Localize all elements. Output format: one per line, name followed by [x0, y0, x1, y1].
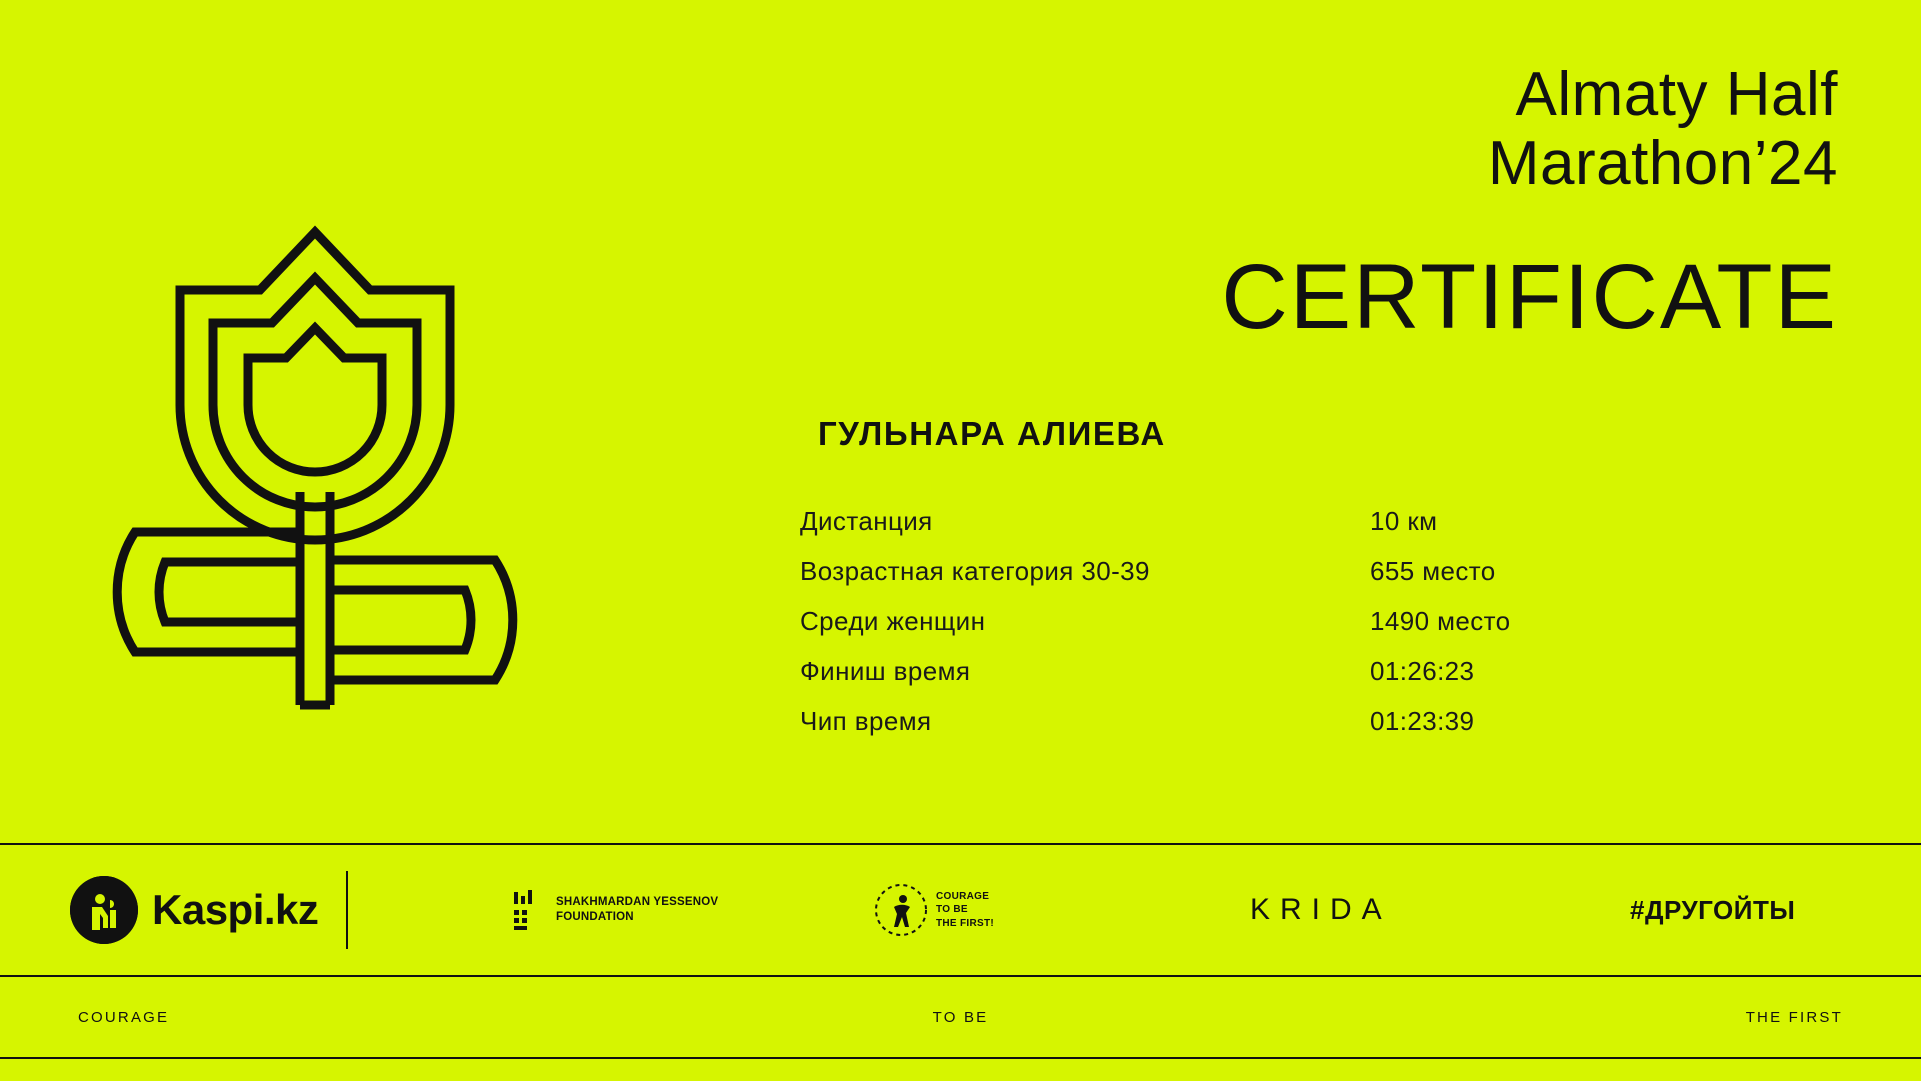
result-label: Чип время	[800, 706, 932, 737]
yessenov-bars-icon	[512, 890, 546, 930]
table-row	[800, 547, 1620, 597]
result-label: Финиш время	[800, 656, 971, 687]
result-value: 01:26:23	[1370, 656, 1475, 687]
corporate-fund-wordmark	[936, 890, 994, 931]
sponsor-drugoity: #ДРУГОЙТЫ	[1630, 894, 1796, 925]
sponsor-kaspi	[70, 871, 420, 949]
table-row	[800, 697, 1620, 747]
event-title	[800, 60, 1860, 199]
kaspi-wordmark: Kaspi.kz	[152, 886, 319, 933]
corporate-fund-badge-icon	[870, 879, 932, 941]
result-value: 10 км	[1370, 506, 1438, 537]
divider-bottom	[0, 1057, 1921, 1059]
table-row	[800, 647, 1620, 697]
result-label: Среди женщин	[800, 606, 986, 637]
table-row	[800, 597, 1620, 647]
sponsor-yessenov	[512, 890, 772, 930]
result-label: Возрастная категория 30-39	[800, 556, 1150, 587]
tulip-emblem-icon	[60, 160, 570, 720]
sponsor-corporate-fund	[870, 879, 1100, 941]
yessenov-line-1: SHAKHMARDAN YESSENOV	[556, 895, 719, 908]
certificate-heading: CERTIFICATE	[1221, 245, 1838, 348]
result-value: 1490 место	[1370, 606, 1511, 637]
slogan-left: COURAGE	[78, 1008, 170, 1026]
result-label: Дистанция	[800, 506, 933, 537]
sponsor-separator	[346, 871, 348, 949]
results-table	[800, 497, 1620, 747]
corporate-fund-line-3: THE FIRST!	[936, 917, 994, 929]
slogan-right: THE FIRST	[1745, 1008, 1843, 1026]
sponsor-strip	[0, 845, 1921, 975]
sponsor-krida: KRIDA	[1250, 893, 1392, 926]
certificate-text-column	[800, 60, 1860, 820]
yessenov-line-2: FOUNDATION	[556, 911, 634, 923]
table-row	[800, 497, 1620, 547]
corporate-fund-line-2: TO BE	[936, 904, 968, 916]
corporate-fund-line-1: COURAGE	[936, 890, 990, 902]
kaspi-figure-icon	[70, 876, 138, 944]
athlete-name: ГУЛЬНАРА АЛИЕВА	[818, 414, 1166, 452]
yessenov-wordmark	[556, 895, 718, 925]
event-title-line-1: Almaty Half	[1515, 60, 1838, 129]
event-title-line-2: Marathon’24	[1487, 129, 1838, 199]
result-value: 01:23:39	[1370, 706, 1475, 737]
slogan-middle: TO BE	[932, 1008, 989, 1026]
footer-slogan	[0, 977, 1921, 1057]
result-value: 655 место	[1370, 556, 1496, 587]
